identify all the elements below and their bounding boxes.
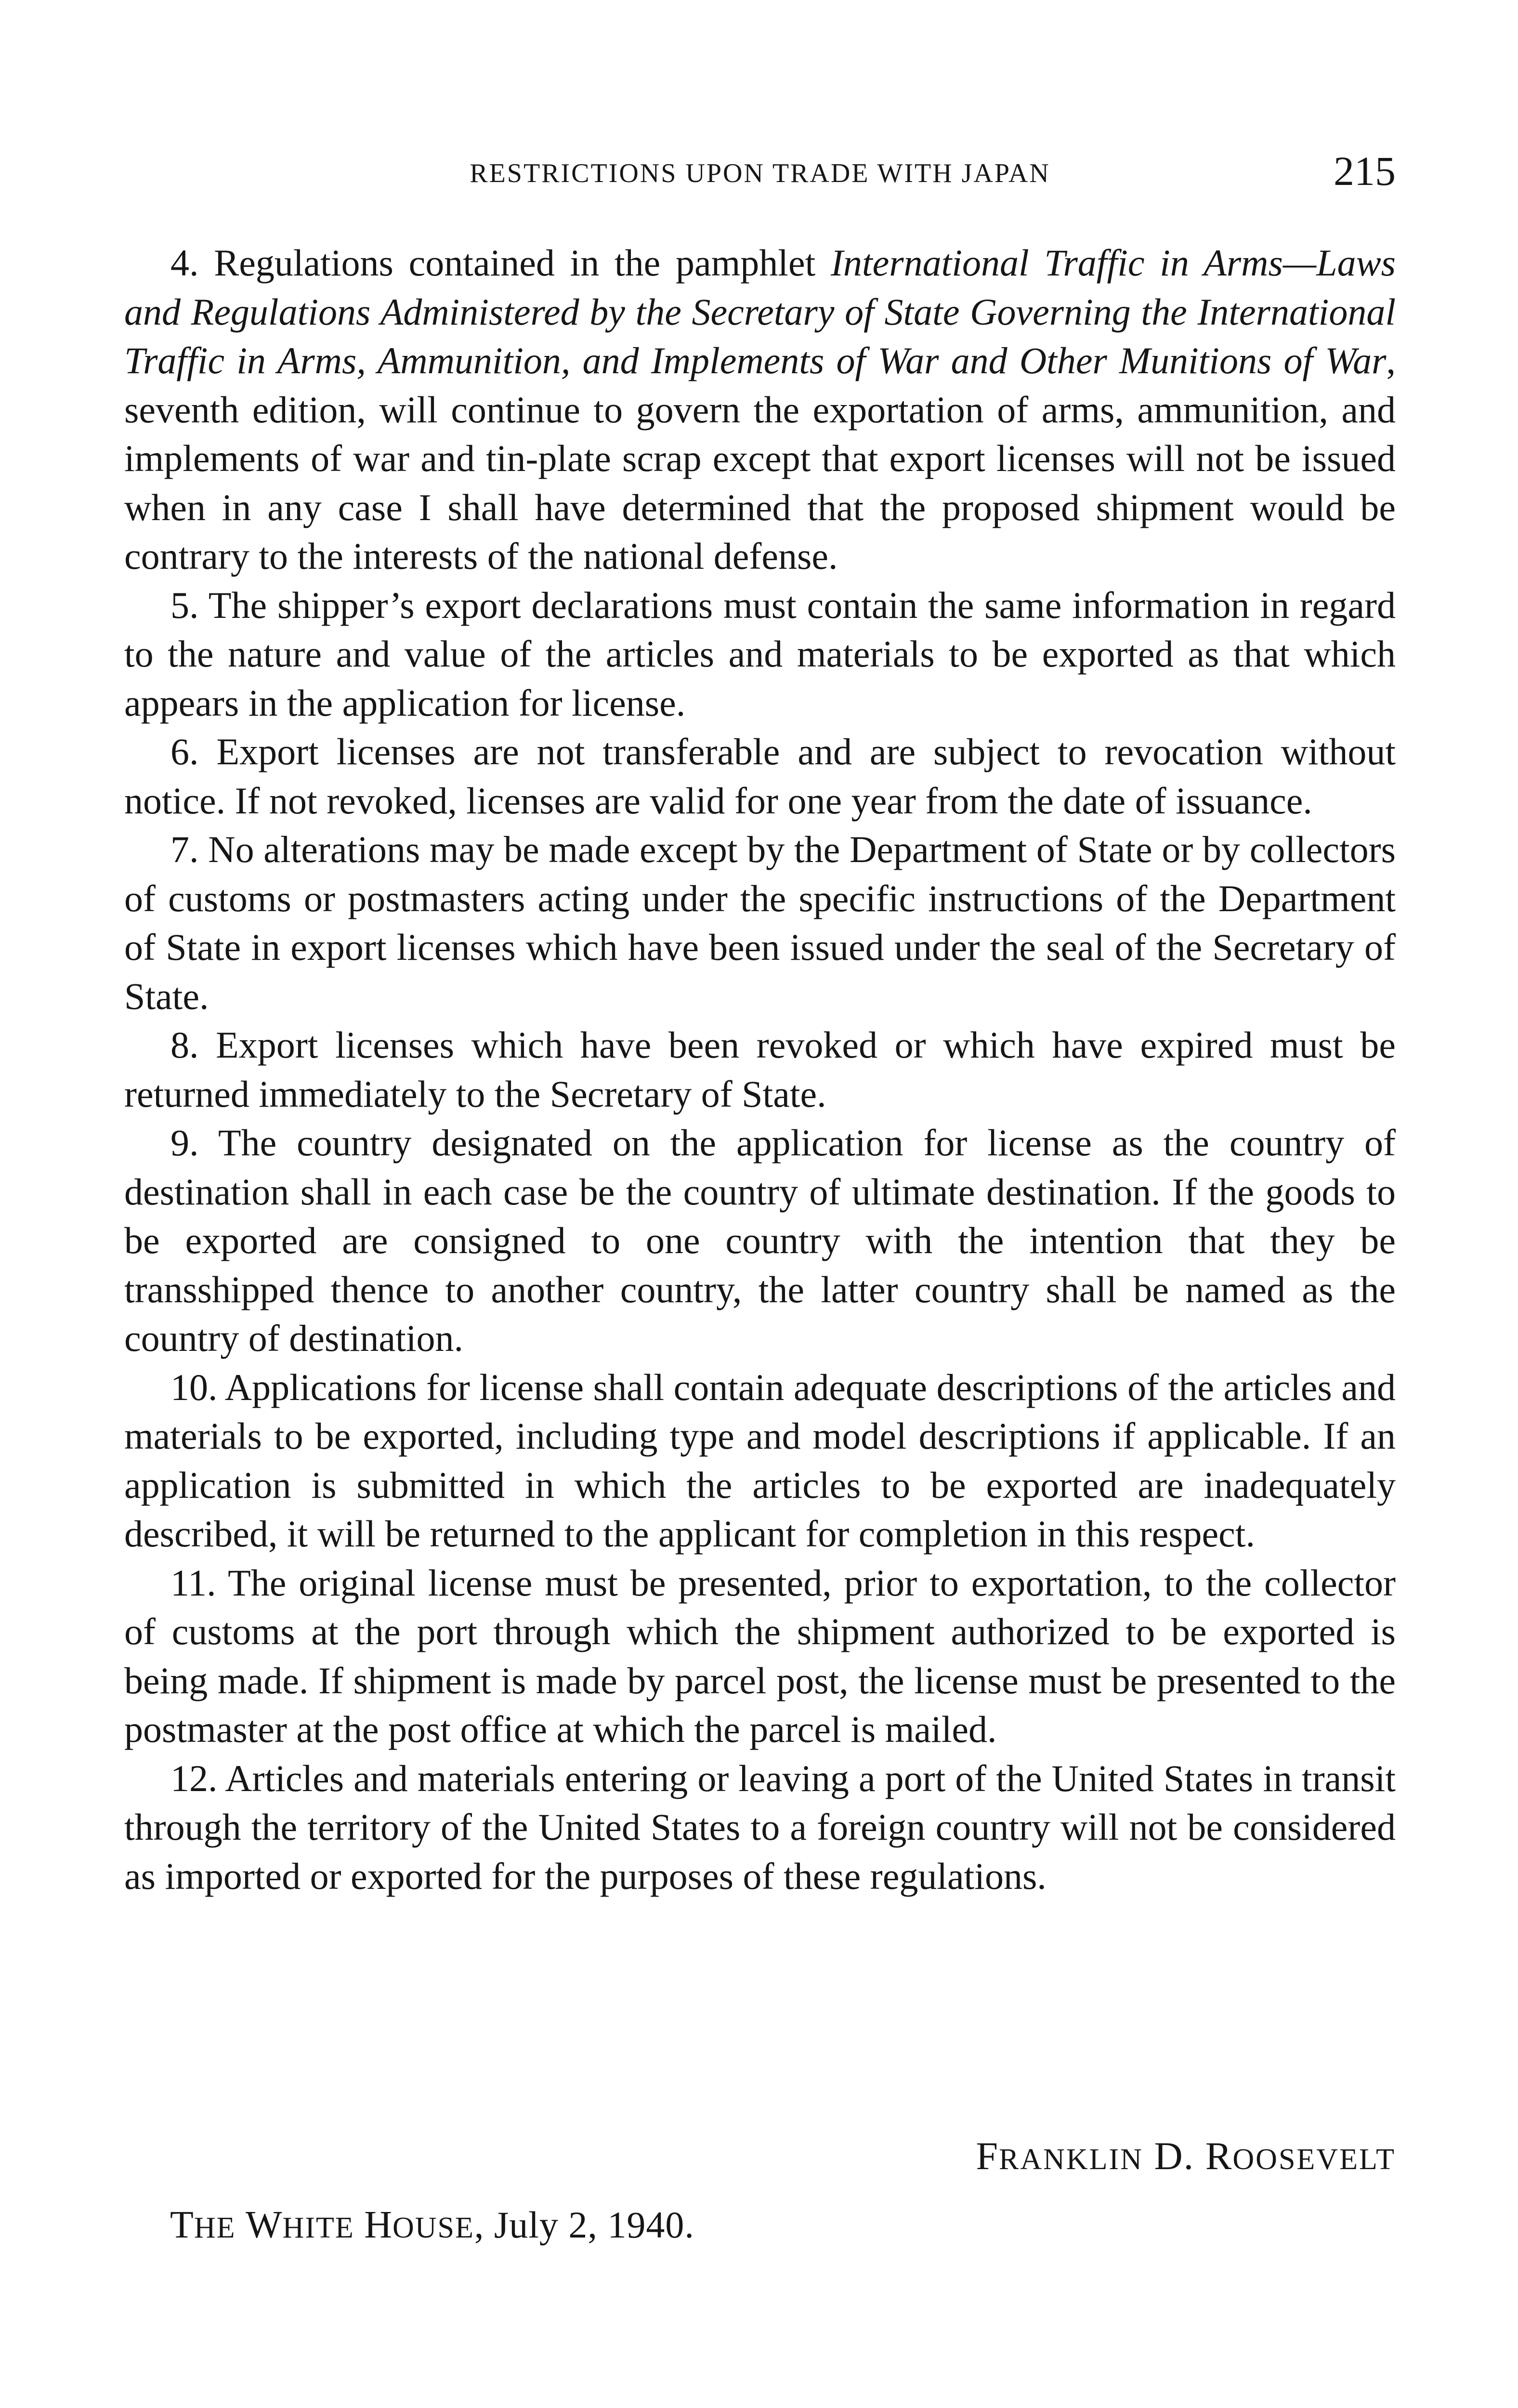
dateline-part: HE (194, 2212, 236, 2244)
paragraph-text: Export licenses are not transferable and are subject to revocation without notice. If not revoked, licenses are valid for one year from the date of issuance. (124, 731, 1396, 822)
dateline-part: T (170, 2204, 194, 2246)
running-header (124, 144, 1396, 212)
paragraph-text: The shipper’s export declarations must contain the same information in regard to the nature and value of the articles and materials to be exported as that which appears in the application for license. (124, 584, 1396, 724)
pamphlet-title: International Traffic in Arms—Laws and Regulations Administered by the Secretary of State Governing the International Traffic in Arms, Ammunition, and Implements of War and Other Munitions of War (124, 242, 1396, 381)
paragraph-text: The country designated on the application for license as the country of destination shall in each case be the country of ultimate destination. If the goods to be exported are consigned to one country with the intention that they be transshipped thence to another country, the latter country shall be named as the country of destination. (124, 1122, 1396, 1359)
signature-part: D. (1143, 2134, 1205, 2178)
signature-part: RANKLIN (998, 2143, 1143, 2176)
paragraph-text: Applications for license shall contain adequate descriptions of the articles and materials to be exported, including type and model descriptions if applicable. If an application is submitted in which the articles to be exported are inadequately described, it will be returned to the applicant for completion in this respect. (124, 1366, 1396, 1555)
signature-initial: F (976, 2134, 999, 2178)
paragraph-text: Articles and materials entering or leaving a port of the United States in transit through the territory of the United States to a foreign country will not be considered as imported or exported for the purposes of these regulations. (124, 1757, 1396, 1897)
signature-part: OOSEVELT (1232, 2143, 1396, 2176)
paragraph-number: 8. (170, 1024, 199, 1066)
paragraph-text: The original license must be presented, prior to exportation, to the collector of customs at the port through which the shipment authorized to be exported is being made. If shipment is made by parcel post, the license must be presented to the postmaster at the post office at which the parcel is mailed. (124, 1561, 1396, 1750)
paragraph-number: 6. (170, 731, 199, 772)
signature-initial: R (1205, 2134, 1233, 2178)
paragraph-text: Regulations contained in the pamphlet (198, 242, 831, 284)
paragraph-text: Export licenses which have been revoked or which have expired must be returned immediately to the Secretary of State. (124, 1024, 1396, 1115)
dateline-part: H (364, 2204, 393, 2246)
paragraph-number: 5. (170, 584, 199, 626)
paragraph-5 (124, 581, 1396, 728)
signature (976, 2133, 1396, 2179)
paragraph-number: 10. (170, 1366, 218, 1408)
dateline-part: HITE (282, 2212, 354, 2244)
paragraph-number: 9. (170, 1122, 199, 1164)
paragraph-10 (124, 1363, 1396, 1558)
paragraph-text: , seventh edition, will continue to govern the exportation of arms, ammunition, and implements of war and tin-plate scrap except that export licenses will not be issued when in any case I shall have determined that the proposed shipment would be contrary to the interests of the national defense. (124, 340, 1396, 577)
paragraph-7 (124, 825, 1396, 1021)
paragraph-number: 4. (170, 242, 199, 284)
page-number: 215 (1334, 148, 1396, 194)
paragraph-4 (124, 238, 1396, 581)
dateline-place (170, 2204, 474, 2246)
dateline-date: , July 2, 1940. (474, 2204, 694, 2246)
paragraph-12 (124, 1754, 1396, 1901)
paragraph-8 (124, 1021, 1396, 1118)
paragraph-9 (124, 1118, 1396, 1363)
paragraph-text: No alterations may be made except by the Department of State or by collectors of customs or postmasters acting under the specific instructions of the Department of State in export licenses which have been issued under the seal of the Secretary of State. (124, 828, 1396, 1017)
dateline-part: W (246, 2204, 283, 2246)
paragraph-11 (124, 1558, 1396, 1754)
dateline (170, 2203, 694, 2247)
paragraph-number: 12. (170, 1757, 218, 1799)
dateline-part: OUSE (393, 2212, 474, 2244)
document-body (124, 238, 1396, 1900)
paragraph-number: 7. (170, 828, 199, 870)
running-title: RESTRICTIONS UPON TRADE WITH JAPAN (470, 158, 1050, 188)
paragraph-number: 11. (170, 1561, 216, 1604)
paragraph-6 (124, 727, 1396, 825)
